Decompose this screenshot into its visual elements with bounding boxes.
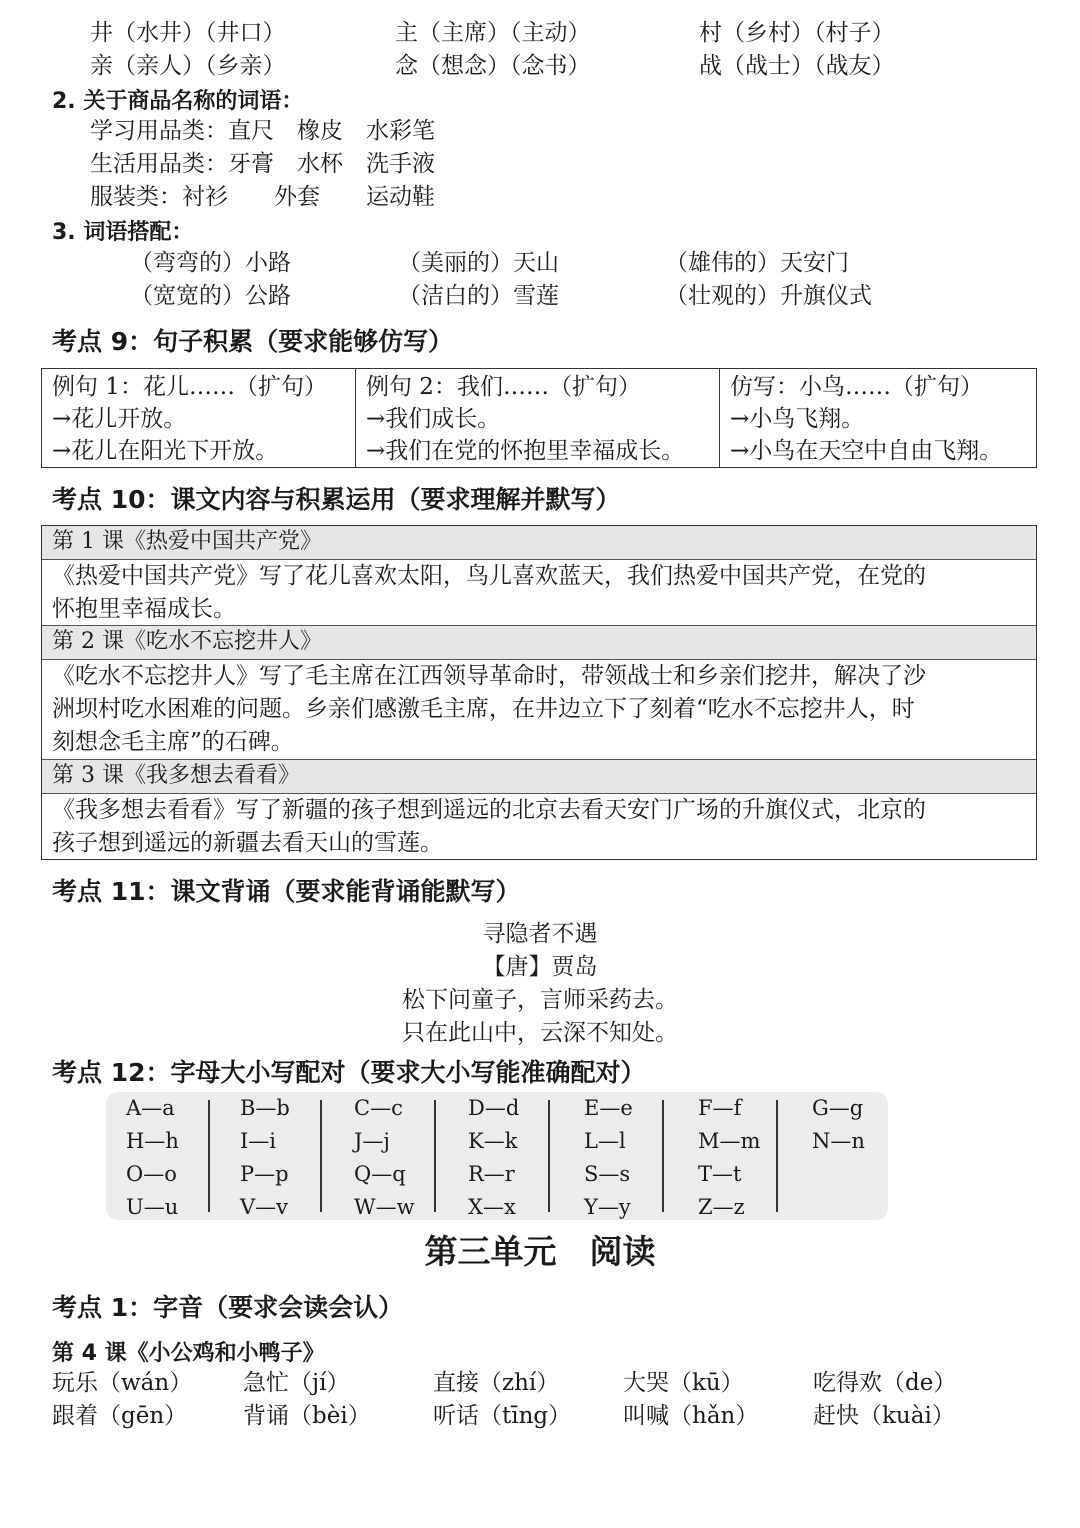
sentence-col-3 xyxy=(720,369,1036,467)
sentence-cell: 例句 1：花儿……（扩句） xyxy=(52,374,327,400)
sentence-cell: →我们成长。 xyxy=(366,406,501,432)
lesson-2-header: 第 2 课《吃水不忘挖井人》 xyxy=(42,626,1036,660)
lesson-line: 《我多想去看看》写了新疆的孩子想到遥远的北京去看天安门广场的升旗仪式，北京的 xyxy=(52,797,926,823)
lesson4-title: 第 4 课《小公鸡和小鸭子》 xyxy=(52,1341,325,1366)
letter-pair: F—f xyxy=(698,1096,742,1120)
sentence-cell: →我们在党的怀抱里幸福成长。 xyxy=(366,438,685,464)
letter-pair: M—m xyxy=(698,1129,761,1153)
column-divider xyxy=(320,1100,322,1212)
sentence-cell: →小鸟在天空中自由飞翔。 xyxy=(730,438,1003,464)
alphabet-pairs-panel xyxy=(106,1092,888,1220)
unit3-title: 第三单元 阅读 xyxy=(424,1232,656,1271)
pinyin-word: 直接（zhí） xyxy=(433,1370,560,1396)
pinyin-word: 背诵（bèi） xyxy=(243,1403,371,1429)
letter-pair: V—v xyxy=(240,1195,289,1219)
lesson-table xyxy=(41,525,1037,860)
letter-pair: C—c xyxy=(354,1096,403,1120)
column-divider xyxy=(208,1100,210,1212)
sentence-col-1 xyxy=(42,369,356,467)
letter-pair: I—i xyxy=(240,1129,277,1153)
sentence-cell: →小鸟飞翔。 xyxy=(730,406,865,432)
lesson-line: 刻想念毛主席”的石碑。 xyxy=(52,729,294,755)
pinyin-word: 大哭（kū） xyxy=(623,1370,744,1396)
letter-pair: D—d xyxy=(468,1096,520,1120)
letter-pair: R—r xyxy=(468,1162,515,1186)
poem-title: 寻隐者不遇 xyxy=(482,921,598,947)
collocation-5: （洁白的）雪莲 xyxy=(398,283,559,309)
kaodian10-title: 考点 10：课文内容与积累运用（要求理解并默写） xyxy=(52,485,621,514)
letter-pair: A—a xyxy=(126,1096,175,1120)
collocation-2: （美丽的）天山 xyxy=(398,250,559,276)
letter-pair: Q—q xyxy=(354,1162,406,1186)
column-divider xyxy=(434,1100,436,1212)
word-group-zhan: 战（战士）（战友） xyxy=(699,53,895,79)
lesson-2-body xyxy=(42,660,1036,760)
pinyin-word: 急忙（jí） xyxy=(243,1370,350,1396)
section2-line-daily: 生活用品类：牙膏 水杯 洗手液 xyxy=(90,151,435,177)
collocation-1: （弯弯的）小路 xyxy=(130,250,291,276)
letter-pair: K—k xyxy=(468,1129,518,1153)
section2-title: 2. 关于商品名称的词语： xyxy=(52,89,304,114)
kaodian1-title: 考点 1：字音（要求会读会认） xyxy=(52,1293,404,1322)
letter-pair: S—s xyxy=(584,1162,631,1186)
letter-pair: J—j xyxy=(354,1129,390,1153)
lesson-line: 《吃水不忘挖井人》写了毛主席在江西领导革命时，带领战士和乡亲们挖井，解决了沙 xyxy=(52,663,926,689)
column-divider xyxy=(776,1100,778,1212)
letter-pair: Z—z xyxy=(698,1195,745,1219)
collocation-4: （宽宽的）公路 xyxy=(130,283,291,309)
letter-pair: B—b xyxy=(240,1096,290,1120)
kaodian9-title: 考点 9：句子积累（要求能够仿写） xyxy=(52,327,454,356)
sentence-cell: →花儿在阳光下开放。 xyxy=(52,438,279,464)
poem-line-2: 只在此山中，云深不知处。 xyxy=(402,1020,678,1046)
letter-pair: X—x xyxy=(468,1195,516,1219)
section3-title: 3. 词语搭配： xyxy=(52,220,194,245)
word-group-zhu: 主（主席）（主动） xyxy=(395,20,591,46)
lesson-1-header: 第 1 课《热爱中国共产党》 xyxy=(42,526,1036,560)
letter-pair: P—p xyxy=(240,1162,289,1186)
letter-pair: G—g xyxy=(812,1096,864,1120)
letter-pair: E—e xyxy=(584,1096,633,1120)
section2-line-clothing: 服装类：衬衫 外套 运动鞋 xyxy=(90,184,435,210)
pinyin-word: 跟着（gēn） xyxy=(52,1403,188,1429)
poem-line-1: 松下问童子，言师采药去。 xyxy=(402,987,678,1013)
collocation-6: （壮观的）升旗仪式 xyxy=(665,283,872,309)
collocation-3: （雄伟的）天安门 xyxy=(665,250,849,276)
lesson-1-body xyxy=(42,560,1036,626)
lesson-line: 孩子想到遥远的新疆去看天山的雪莲。 xyxy=(52,830,443,856)
sentence-col-2 xyxy=(356,369,720,467)
letter-pair: L—l xyxy=(584,1129,626,1153)
section2-line-study: 学习用品类：直尺 橡皮 水彩笔 xyxy=(90,118,435,144)
word-group-qin: 亲（亲人）（乡亲） xyxy=(90,53,286,79)
pinyin-word: 听话（tīng） xyxy=(433,1403,572,1429)
lesson-3-header: 第 3 课《我多想去看看》 xyxy=(42,760,1036,794)
kaodian12-title: 考点 12：字母大小写配对（要求大小写能准确配对） xyxy=(52,1058,646,1087)
letter-pair: W—w xyxy=(354,1195,415,1219)
lesson-3-body xyxy=(42,794,1036,858)
lesson-line: 怀抱里幸福成长。 xyxy=(52,596,236,622)
sentence-table xyxy=(41,368,1037,468)
letter-pair: U—u xyxy=(126,1195,179,1219)
sentence-cell: →花儿开放。 xyxy=(52,406,187,432)
pinyin-word: 叫喊（hǎn） xyxy=(623,1403,759,1429)
pinyin-word: 赶快（kuài） xyxy=(813,1403,955,1429)
letter-pair: Y—y xyxy=(584,1195,631,1219)
letter-pair: N—n xyxy=(812,1129,865,1153)
pinyin-word: 吃得欢（de） xyxy=(813,1370,957,1396)
kaodian11-title: 考点 11：课文背诵（要求能背诵能默写） xyxy=(52,877,521,906)
poem-author: 【唐】贾岛 xyxy=(482,954,598,980)
pinyin-word: 玩乐（wán） xyxy=(52,1370,193,1396)
letter-pair: T—t xyxy=(698,1162,742,1186)
sentence-cell: 例句 2：我们……（扩句） xyxy=(366,374,641,400)
column-divider xyxy=(662,1100,664,1212)
word-group-cun: 村（乡村）（村子） xyxy=(699,20,895,46)
lesson-line: 《热爱中国共产党》写了花儿喜欢太阳，鸟儿喜欢蓝天，我们热爱中国共产党，在党的 xyxy=(52,563,926,589)
letter-pair: H—h xyxy=(126,1129,179,1153)
sentence-cell: 仿写：小鸟……（扩句） xyxy=(730,374,983,400)
lesson-line: 洲坝村吃水困难的问题。乡亲们感激毛主席，在井边立下了刻着“吃水不忘挖井人，时 xyxy=(52,696,915,722)
word-group-jing: 井（水井）（井口） xyxy=(90,20,286,46)
word-group-nian: 念（想念）（念书） xyxy=(395,53,591,79)
column-divider xyxy=(548,1100,550,1212)
letter-pair: O—o xyxy=(126,1162,177,1186)
